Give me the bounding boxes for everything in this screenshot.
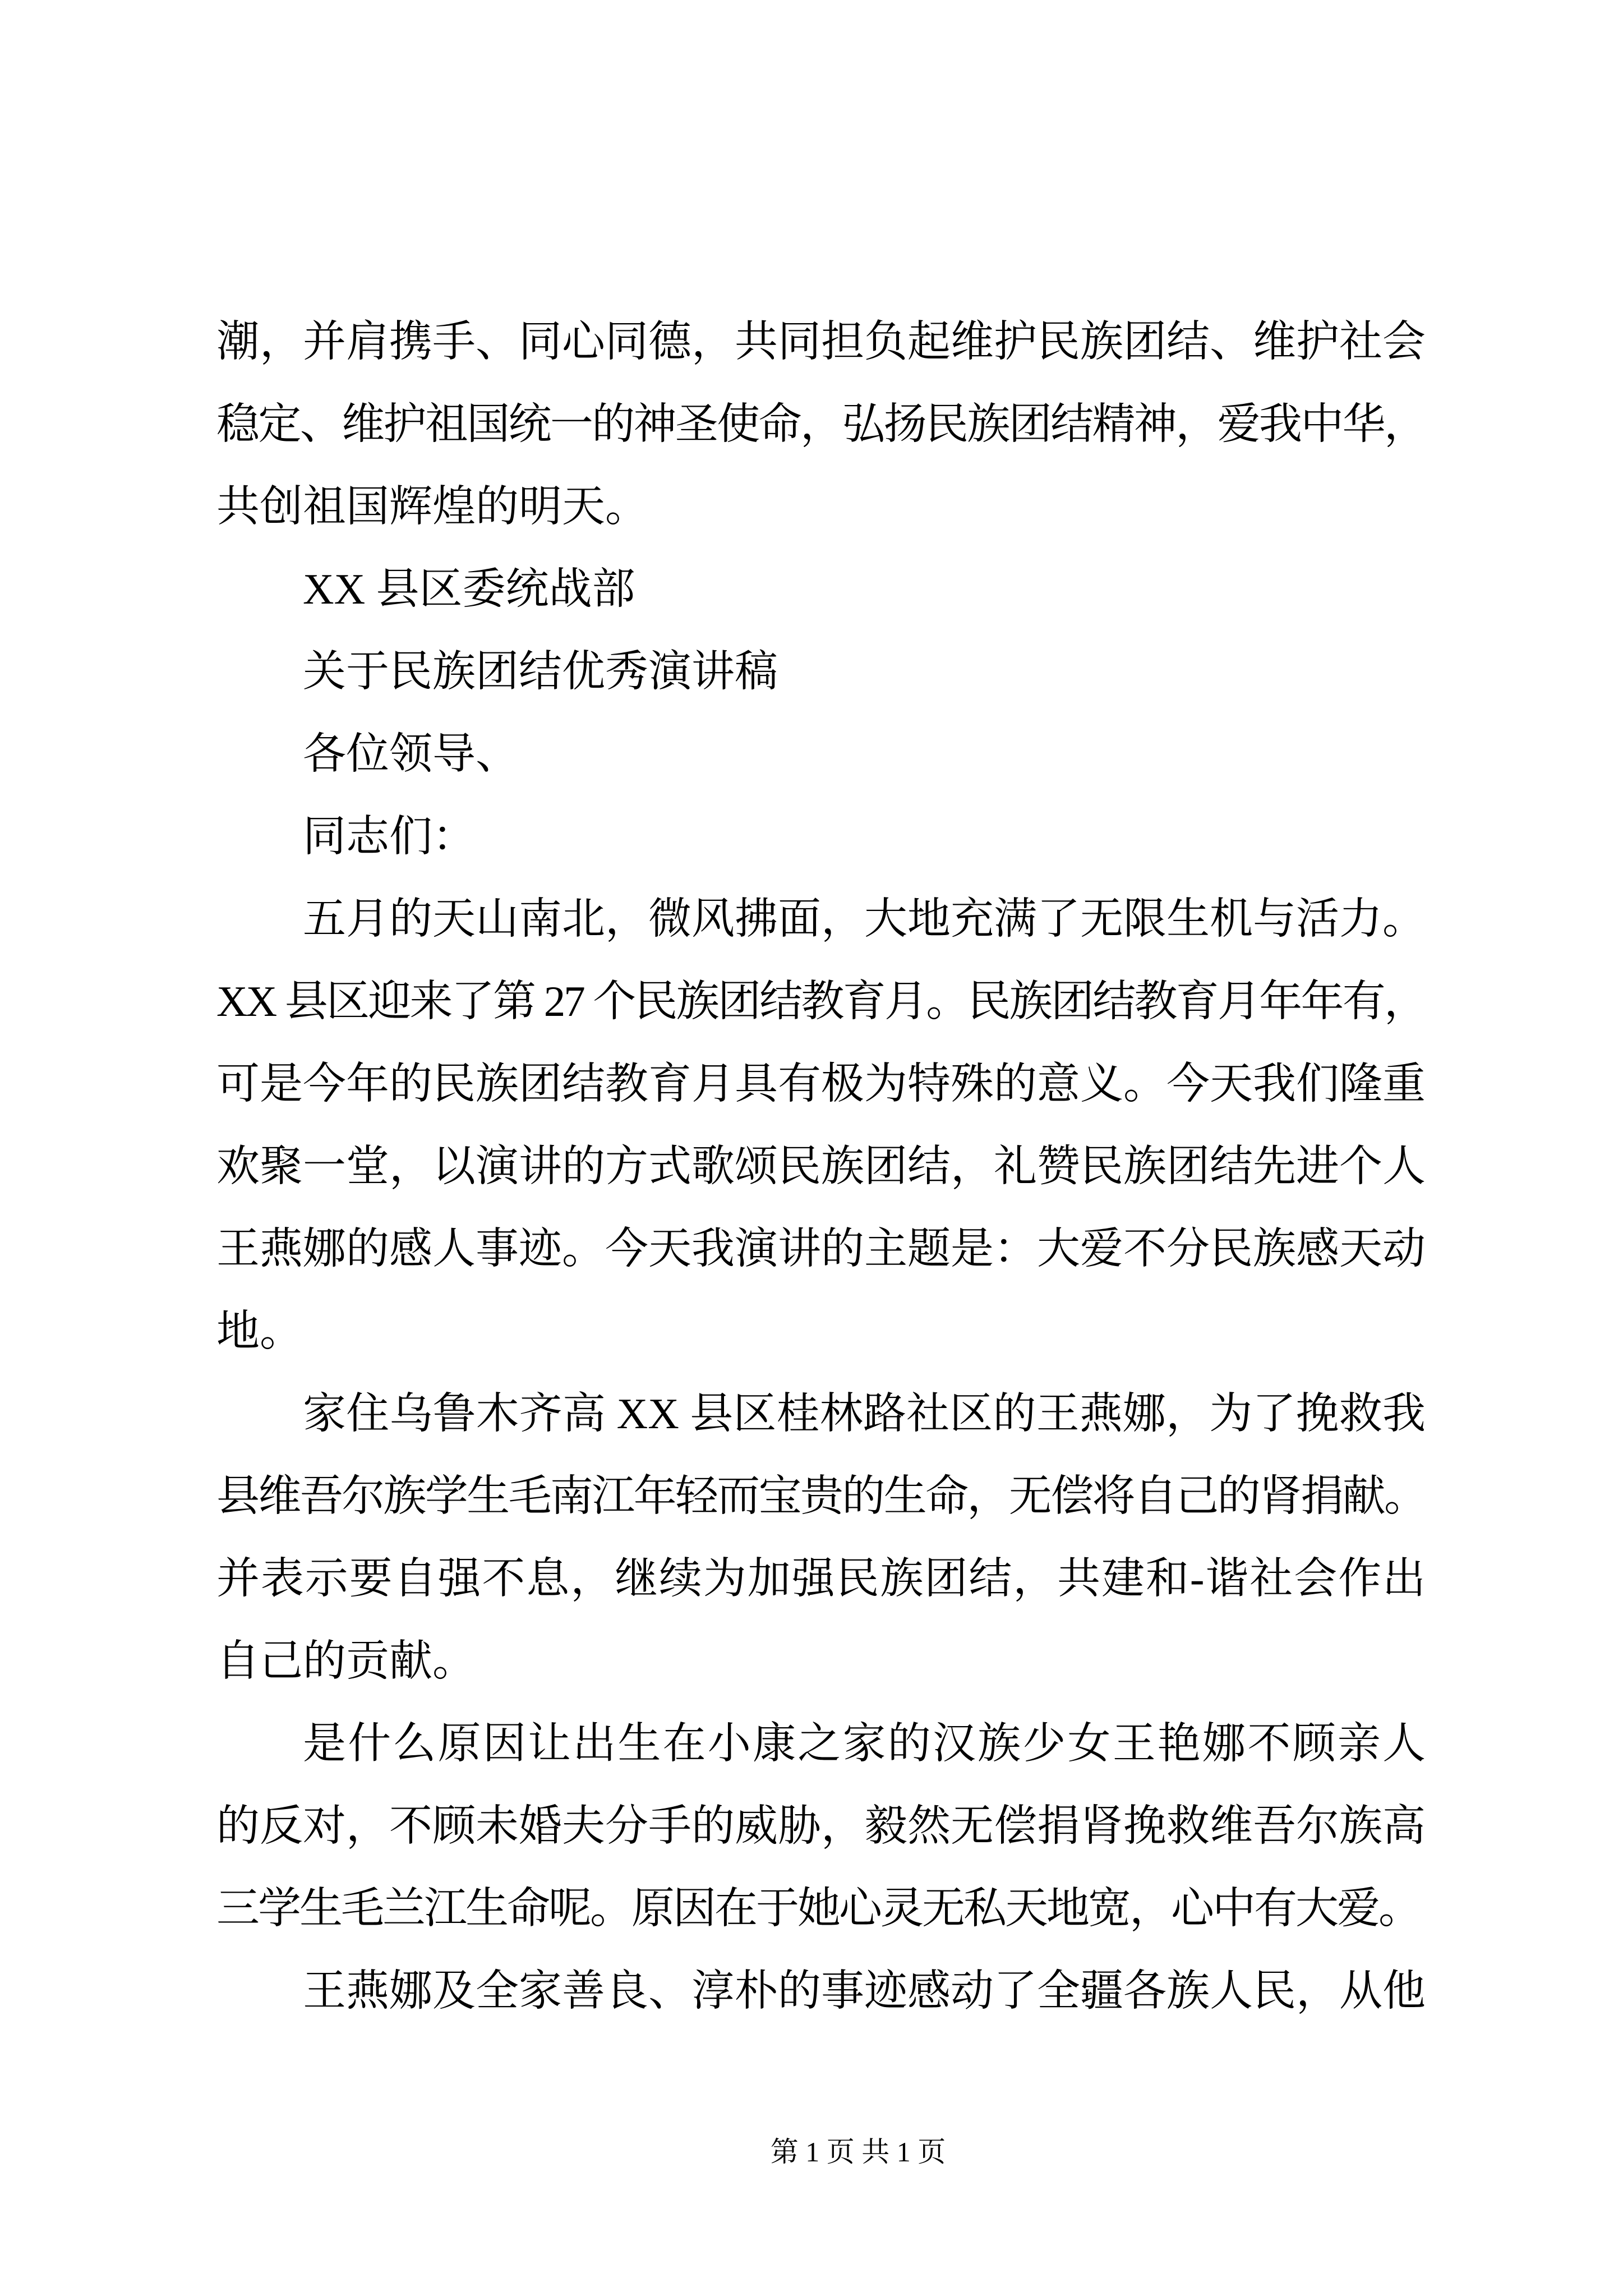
text-line: 并表示要自强不息，继续为加强民族团结，共建和-谐社会作出 xyxy=(216,1554,1426,1603)
document-title: 关于民族团结优秀演讲稿 xyxy=(303,647,778,696)
paragraph-body xyxy=(216,1703,1426,1950)
paragraph-salutation xyxy=(216,713,1426,795)
paragraph-salutation xyxy=(216,795,1426,878)
text-line: 王燕娜及全家善良、淳朴的事迹感动了全疆各族人民，从他 xyxy=(303,1967,1426,2015)
text-line: 稳定、维护祖国统一的神圣使命，弘扬民族团结精神，爱我中华， xyxy=(216,400,1426,448)
text-line: 共创祖国辉煌的明天。 xyxy=(216,482,648,531)
text-line: 县维吾尔族学生毛南江年轻而宝贵的生命，无偿将自己的肾捐献。 xyxy=(216,1472,1426,1520)
document-body xyxy=(216,301,1426,2032)
page-number-footer: 第 1 页 共 1 页 xyxy=(770,2136,946,2168)
text-line: 自己的贡献。 xyxy=(216,1637,476,1685)
paragraph-body xyxy=(216,1373,1426,1703)
text-line: 是什么原因让出生在小康之家的汉族少女王艳娜不顾亲人 xyxy=(303,1719,1426,1768)
paragraph-signature xyxy=(216,548,1426,631)
text-line: 欢聚一堂，以演讲的方式歌颂民族团结，礼赞民族团结先进个人 xyxy=(216,1142,1426,1190)
paragraph-body xyxy=(216,1950,1426,2032)
text-line: 可是今年的民族团结教育月具有极为特殊的意义。今天我们隆重 xyxy=(216,1060,1426,1108)
text-line: 家住乌鲁木齐高 XX 县区桂林路社区的王燕娜，为了挽救我 xyxy=(303,1389,1426,1438)
text-line: 五月的天山南北，微风拂面，大地充满了无限生机与活力。 xyxy=(303,895,1426,943)
text-line: 潮，并肩携手、同心同德，共同担负起维护民族团结、维护社会 xyxy=(216,318,1426,366)
text-line: XX 县区迎来了第 27 个民族团结教育月。民族团结教育月年年有， xyxy=(216,977,1426,1025)
text-line: 王燕娜的感人事迹。今天我演讲的主题是：大爱不分民族感天动 xyxy=(216,1225,1426,1273)
text-line: 地。 xyxy=(216,1307,303,1355)
text-line: 的反对，不顾未婚夫分手的威胁，毅然无偿捐肾挽救维吾尔族高 xyxy=(216,1802,1426,1850)
text-line: 三学生毛兰江生命呢。原因在于她心灵无私天地宽，心中有大爱。 xyxy=(216,1884,1420,1932)
paragraph-title xyxy=(216,631,1426,713)
salutation-line: 同志们： xyxy=(303,812,476,861)
salutation-line: 各位领导、 xyxy=(303,730,519,778)
paragraph-body xyxy=(216,878,1426,1373)
paragraph-continuation xyxy=(216,301,1426,548)
signature-line: XX 县区委统战部 xyxy=(303,565,635,613)
